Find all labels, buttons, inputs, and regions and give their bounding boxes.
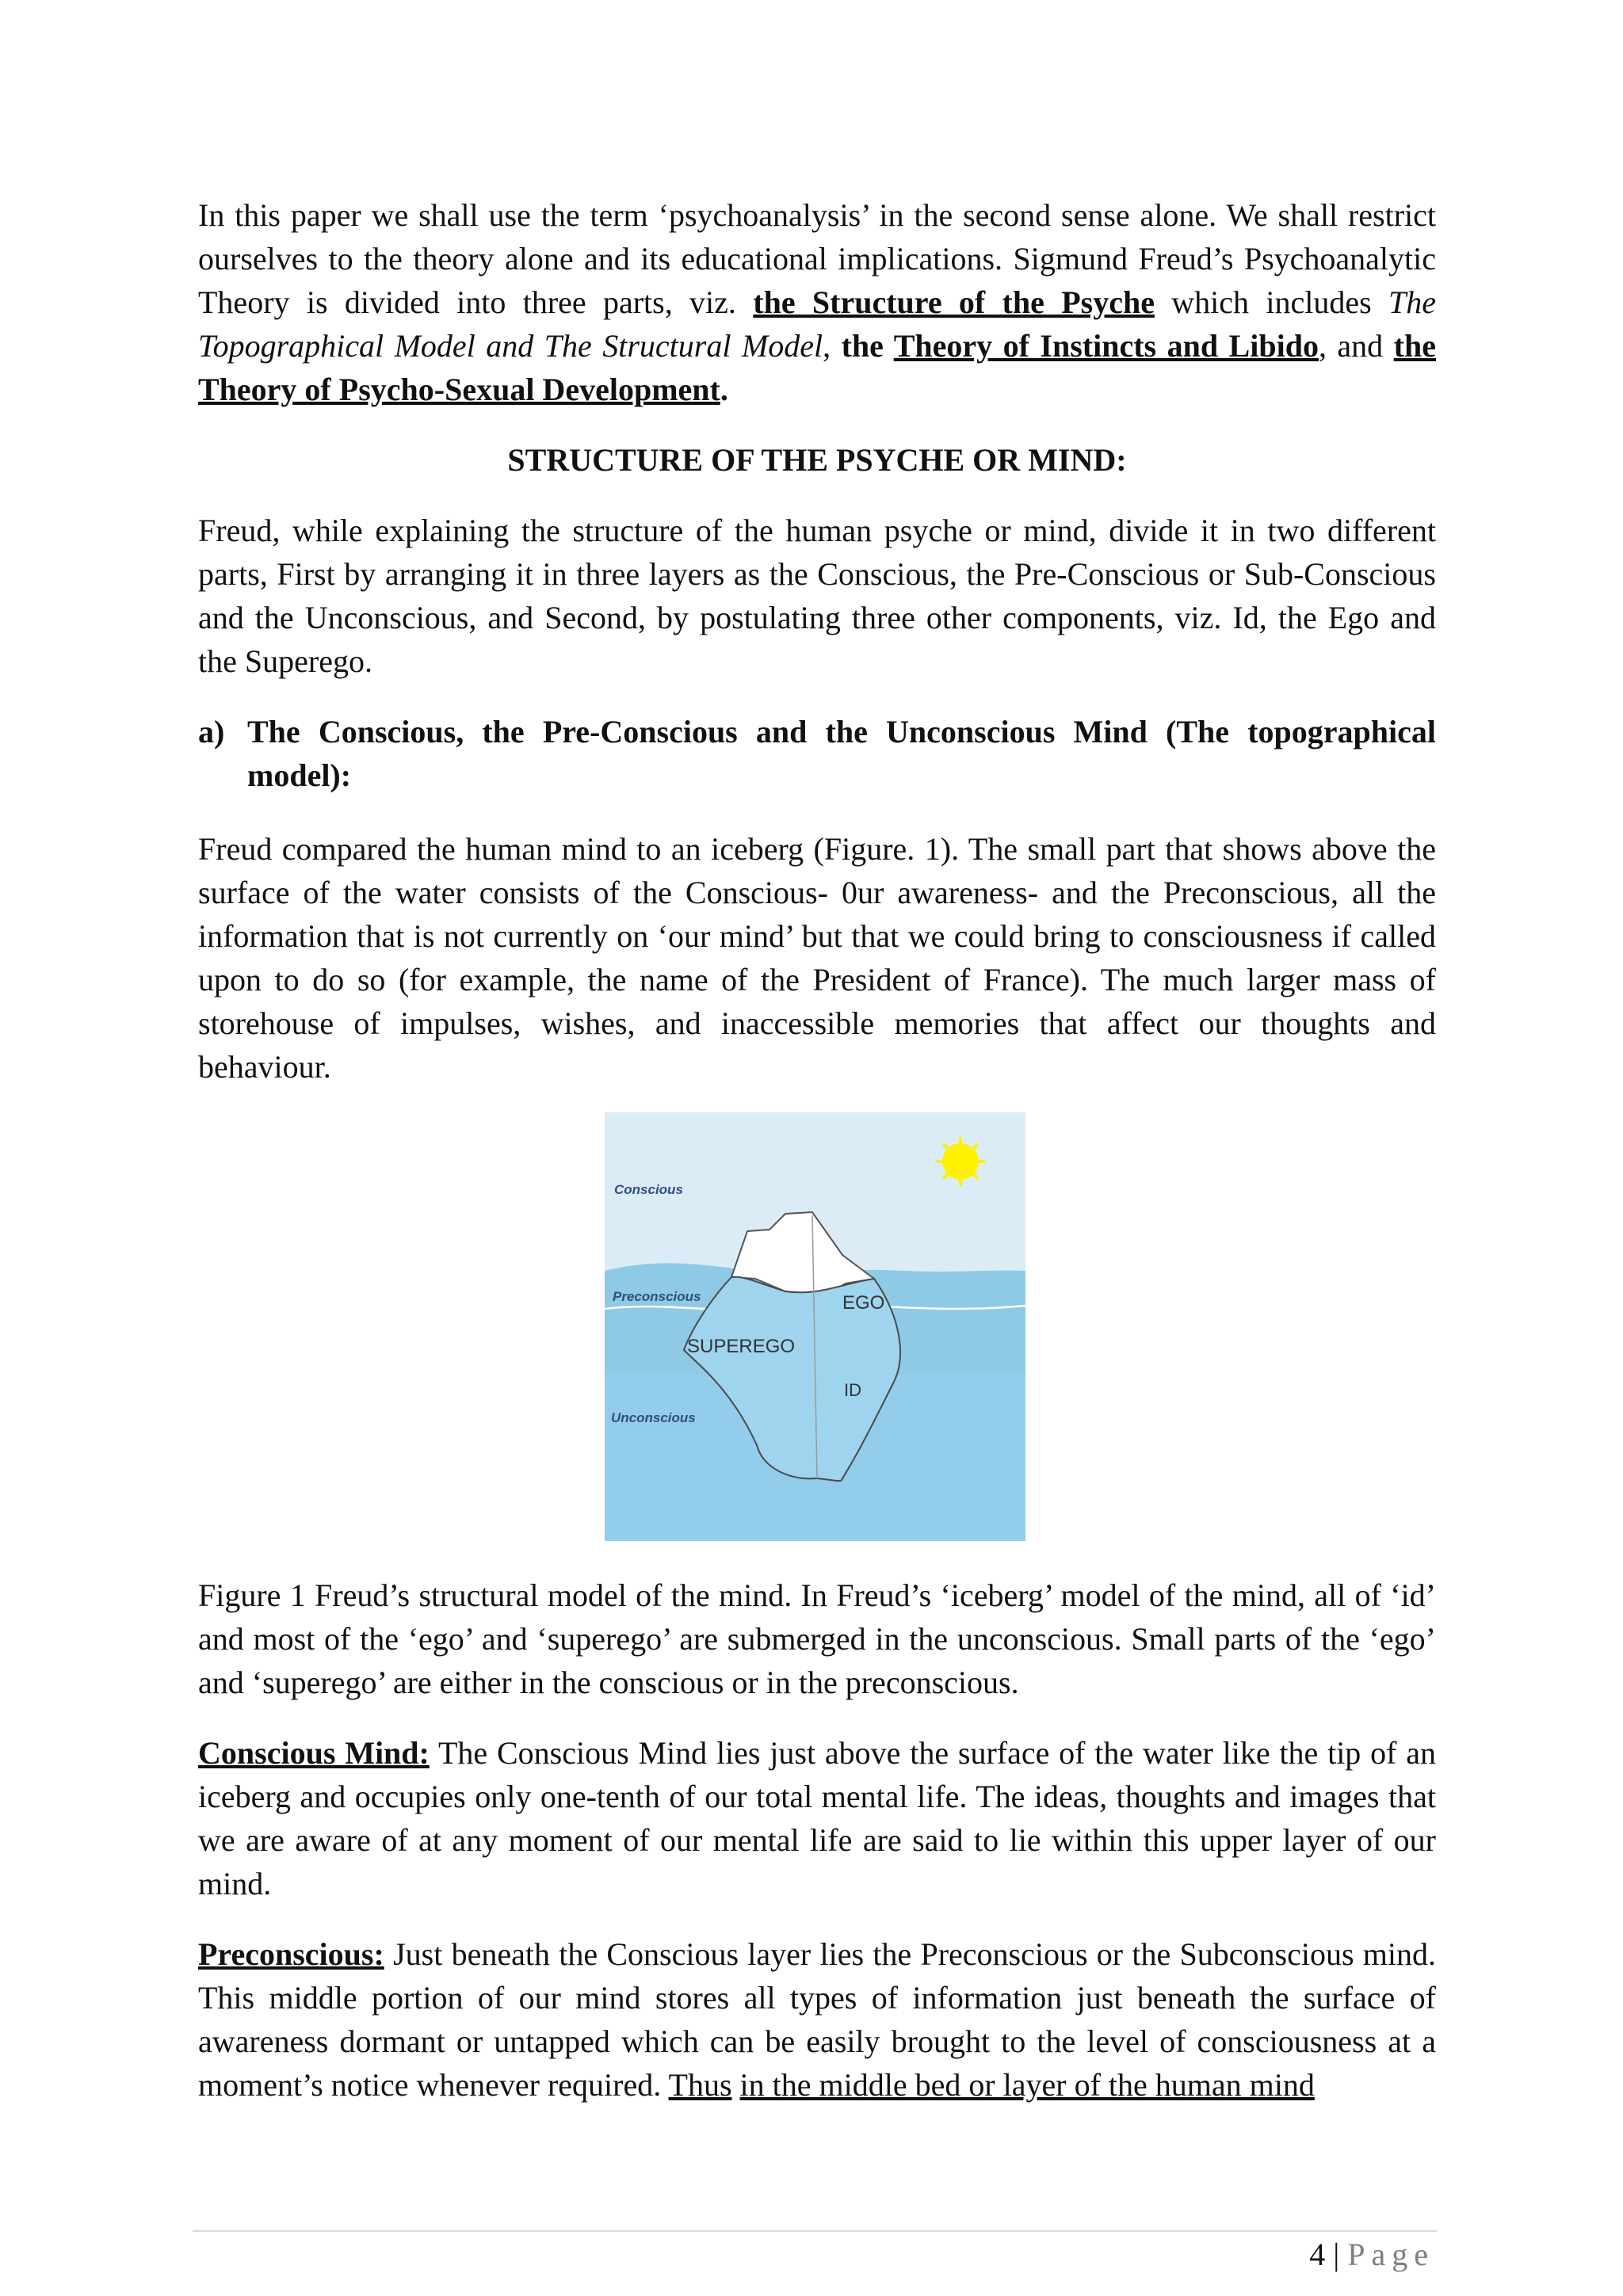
- iceberg-paragraph: Freud compared the human mind to an iceberg (Figure. 1). The small part that shows above the surface of the water consists of the Conscious- 0ur awareness- and the Preconscious, all the information that is not currently on ‘our mind’ but that we could bring to consciousness if called upon to do so (for example, the name of the President of France). The much larger mass of storehouse of impulses, wishes, and inaccessible memories that affect our thoughts and behaviour.: [198, 831, 1436, 1085]
- intro-bold-the: the: [841, 328, 894, 364]
- label-ego: EGO: [842, 1292, 885, 1314]
- intro-paragraph: [198, 193, 1436, 411]
- label-id: ID: [844, 1380, 861, 1400]
- preconscious-text: Just beneath the Conscious layer lies the Preconscious or the Subconscious mind. This middle portion of our mind stores all types of information just beneath the surface of awareness dormant or untapped which can be easily brought to the level of consciousness at a moment’s notice whenever required.: [198, 1936, 1436, 2103]
- intro-text: which includes: [1154, 284, 1388, 320]
- label-preconscious: Preconscious: [613, 1289, 701, 1304]
- structure-paragraph: Freud, while explaining the structure of the human psyche or mind, divide it in two different parts, First by arranging it in three layers as the Conscious, the Pre-Conscious or Sub-Conscious and the Unconscious, and Second, by postulating three other components, viz. Id, the Ego and the Superego.: [198, 513, 1436, 679]
- figure-caption: Figure 1 Freud’s structural model of the mind. In Freud’s ‘iceberg’ model of the mind, all of ‘id’ and most of the ‘ego’ and ‘superego’ are submerged in the unconscious. Small parts of the ‘ego’ and ‘superego’ are either in the conscious or in the preconscious.: [198, 1577, 1436, 1700]
- intro-text: In this paper we shall use the term ‘psychoanalysis’ in the second sense alone. We shall restrict ourselves to the theory alone and its educational implications. Sigmund Freud’s Psychoanalytic Theory is divided into three parts, viz.: [198, 197, 1436, 320]
- models-italic: The Topographical Model and The Structural Model: [198, 284, 1436, 364]
- label-superego: SUPEREGO: [687, 1336, 796, 1357]
- document-body: [198, 193, 1436, 1089]
- conscious-mind-label: Conscious Mind:: [198, 1735, 430, 1771]
- page-number: 4: [1309, 2237, 1326, 2272]
- subheading-marker: a): [198, 714, 225, 749]
- subheading-a: [198, 710, 1436, 797]
- intro-period: .: [720, 372, 728, 407]
- label-conscious: Conscious: [614, 1182, 683, 1197]
- iceberg-figure: [605, 1112, 1025, 1541]
- conscious-mind-text: The Conscious Mind lies just above the surface of the water like the tip of an iceberg and occupies only one-tenth of our total mental life. The ideas, thoughts and images that we are aware of at any moment of our mental life are said to lie within this upper layer of our mind.: [198, 1735, 1437, 1901]
- page-footer: [1309, 2233, 1434, 2277]
- preconscious-label: Preconscious:: [198, 1936, 384, 1972]
- iceberg-diagram: [605, 1112, 1025, 1541]
- theory-of-instincts-link: Theory of Instincts and Libido: [893, 328, 1319, 364]
- preconscious-underlined-thus: Thus: [668, 2067, 732, 2103]
- intro-text: , and: [1318, 328, 1394, 364]
- preconscious-gap: [732, 2067, 740, 2103]
- footer-divider: [193, 2230, 1437, 2232]
- post-figure-text: [198, 1573, 1436, 2107]
- section-heading: STRUCTURE OF THE PSYCHE OR MIND:: [507, 442, 1127, 478]
- page-separator: |: [1325, 2237, 1348, 2272]
- preconscious-paragraph: [198, 1932, 1436, 2107]
- page-word: Page: [1347, 2237, 1434, 2272]
- sun-icon: [936, 1137, 985, 1186]
- preconscious-underlined-phrase: in the middle bed or layer of the human mind: [739, 2067, 1315, 2103]
- intro-text: ,: [823, 328, 842, 364]
- conscious-mind-paragraph: [198, 1731, 1436, 1905]
- psycho-sexual-development-link: the Theory of Psycho-Sexual Development: [198, 328, 1436, 407]
- structure-of-psyche-link: the Structure of the Psyche: [753, 284, 1155, 320]
- label-unconscious: Unconscious: [611, 1410, 696, 1425]
- subheading-text: The Conscious, the Pre-Conscious and the Unconscious Mind (The topographical model):: [247, 714, 1436, 793]
